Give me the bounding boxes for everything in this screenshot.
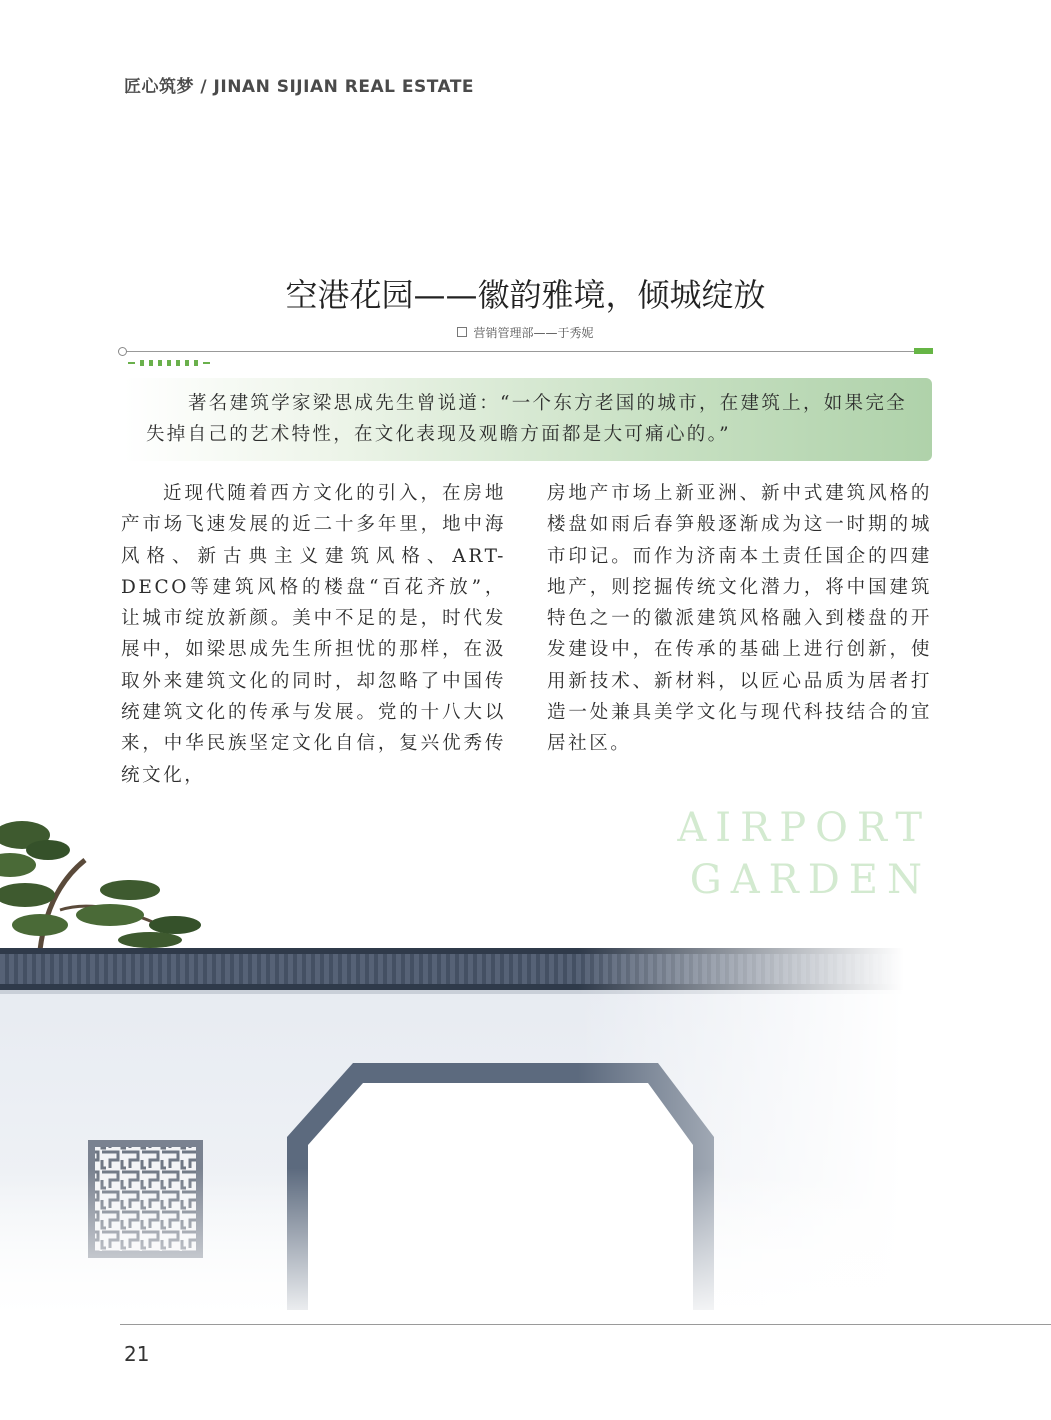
footer-divider [120,1324,1051,1325]
checkbox-square-icon [457,327,467,337]
divider-green-bar [914,348,933,354]
article-byline [0,324,1051,341]
decorative-title-line1: AIRPORT [677,805,931,851]
decorative-title [677,802,931,906]
decorative-title-line2: GARDEN [689,857,931,903]
author-name: 营销管理部——于秀妮 [473,326,594,340]
pull-quote: 著名建筑学家梁思成先生曾说道：“一个东方老国的城市，在建筑上，如果完全失掉自己的艺术特性，在文化表现及观瞻方面都是大可痛心的。” [146,393,907,445]
green-dash-ornament [128,360,210,366]
running-header: 匠心筑梦 / JINAN SIJIAN REAL ESTATE [124,77,475,97]
body-column-right: 房地产市场上新亚洲、新中式建筑风格的楼盘如雨后春笋般逐渐成为这一时期的城市印记。而作为济南本土责任国企的四建地产，则挖掘传统文化潜力，将中国建筑特色之一的徽派建筑风格融入到楼盘的开发建设中，在传承的基础上进行创新，使用新技术、新材料，以匠心品质为居者打造一处兼具美学文化与现代科技结合的宜居社区。 [547,483,932,755]
page-number: 21 [124,1342,150,1366]
divider-circle-icon [118,347,127,356]
title-divider [126,351,916,352]
article-title: 空港花园——徽韵雅境，倾城绽放 [285,276,766,314]
body-column-left: 近现代随着西方文化的引入，在房地产市场飞速发展的近二十多年里，地中海风格、新古典主义建筑风格、ART-DECO等建筑风格的楼盘“百花齐放”，让城市绽放新颜。美中不足的是，时代发展中，如梁思成先生所担忧的那样，在汲取外来建筑文化的同时，却忽略了中国传统建筑文化的传承与发展。党的十八大以来，中华民族坚定文化自信，复兴优秀传统文化， [121,483,506,786]
